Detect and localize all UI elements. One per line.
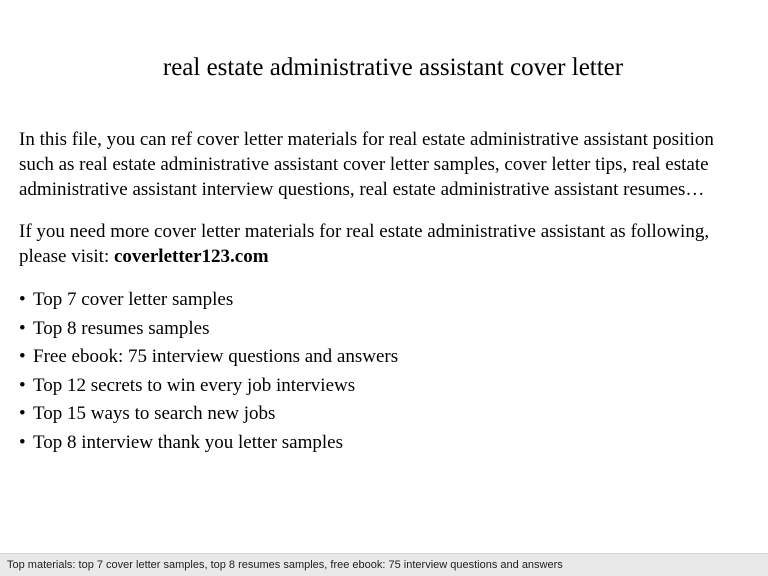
list-item-label: Top 8 resumes samples <box>33 317 210 339</box>
list-item <box>19 372 749 401</box>
list-item <box>19 315 749 344</box>
bullet-icon: • <box>19 431 26 453</box>
list-item-label: Top 7 cover letter samples <box>33 289 234 310</box>
visit-paragraph <box>19 219 749 269</box>
list-item-label: Top 8 interview thank you letter samples <box>33 431 343 453</box>
list-item-label: Top 12 secrets to win every job interviews <box>33 374 356 396</box>
bullet-icon: • <box>19 374 26 396</box>
footer-text: Top materials: top 7 cover letter samples, top 8 resumes samples, free ebook: 75 interview questions and answers <box>7 559 563 571</box>
bullet-icon: • <box>19 403 26 424</box>
bullet-icon: • <box>19 317 26 339</box>
bullet-icon: • <box>19 346 26 367</box>
list-item <box>19 429 749 458</box>
list-item <box>19 400 749 429</box>
bullet-icon: • <box>19 289 26 310</box>
intro-paragraph: In this file, you can ref cover letter materials for real estate administrative assistant position such as real estate administrative assistant cover letter samples, cover letter tips, real estate administrative assistant interview questions, real estate administrative assistant resumes… <box>19 129 714 200</box>
slide-content <box>19 127 749 457</box>
visit-text: If you need more cover letter materials for real estate administrative assistant as following, please visit: <box>19 221 710 267</box>
list-item <box>19 343 749 372</box>
list-item <box>19 286 749 315</box>
materials-list <box>19 286 749 457</box>
list-item-label: Free ebook: 75 interview questions and answers <box>33 346 399 367</box>
slide-title: real estate administrative assistant cover letter <box>162 54 624 81</box>
footer-bar <box>0 553 768 576</box>
list-item-label: Top 15 ways to search new jobs <box>33 403 276 424</box>
website-link[interactable]: coverletter123.com <box>113 246 269 267</box>
